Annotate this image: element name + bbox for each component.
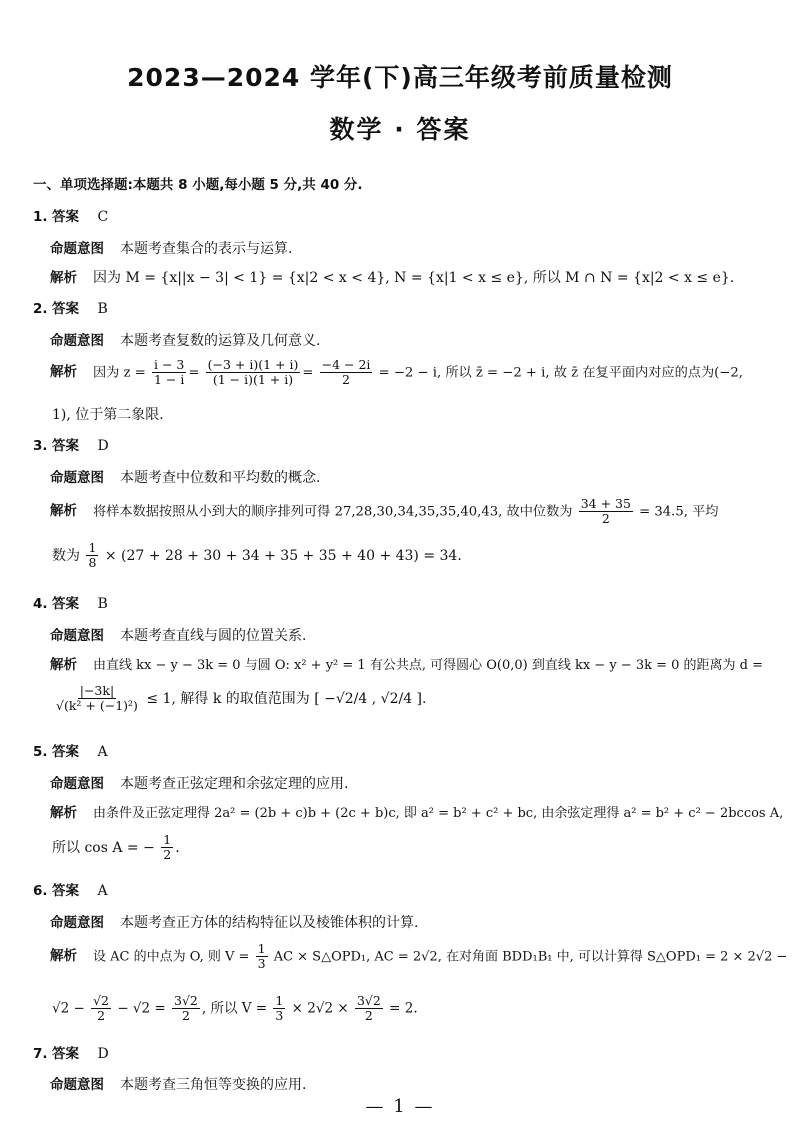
q6-c1-denominator: 2 [97, 1008, 106, 1024]
q2-intent-line [50, 329, 320, 350]
q1-analysis-label: 解析 [50, 270, 77, 286]
q1-answer-value: C [97, 209, 109, 225]
q3-f-numerator: 34 + 35 [580, 496, 631, 511]
q5-answer-line [33, 740, 108, 760]
q6-c2-numerator: 3√2 [174, 993, 198, 1008]
q4-analysis-text: 由直线 kx − y − 3k = 0 与圆 O: x² + y² = 1 有公共点, 可得圆心 O(0,0) 到直线 kx − y − 3k = 0 的距离为 d = [93, 658, 764, 673]
q4-intent-line [50, 624, 306, 645]
q4-analysis-line [50, 653, 763, 673]
q3-cont-post: × (27 + 28 + 30 + 34 + 35 + 35 + 40 + 43) = 34. [104, 547, 462, 564]
q6-fraction-c1 [91, 994, 111, 1024]
q3-analysis-cont [52, 541, 462, 571]
q2-f3-denominator: 2 [342, 372, 350, 388]
q5-analysis-text: 由条件及正弦定理得 2a² = (2b + c)b + (2c + b)c, 即 a² = b² + c² + bc, 由余弦定理得 a² = b² + c² − 2bccos A, [93, 806, 784, 821]
q3-answer-label: 答案 [51, 438, 79, 454]
q6-cont-c: , 所以 V = [201, 1000, 268, 1017]
q6-c3-numerator: 1 [275, 993, 284, 1008]
q5-answer-label: 答案 [51, 744, 79, 760]
q6-f-denominator: 3 [257, 956, 266, 972]
page-subtitle: 数学 · 答案 [329, 115, 471, 144]
q2-answer-label: 答案 [51, 301, 79, 317]
q4-fraction-distance [54, 684, 140, 714]
q1-intent-text: 本题考查集合的表示与运算. [120, 241, 293, 257]
q5-intent-line [50, 772, 348, 793]
q3-f2-numerator: 1 [88, 540, 97, 555]
q5-intent-label: 命题意图 [50, 776, 104, 792]
q4-f-denominator: √(k² + (−1)²) [56, 698, 138, 714]
q6-c1-numerator: √2 [93, 993, 110, 1008]
q3-intent-label: 命题意图 [50, 470, 104, 486]
page-number: — 1 — [365, 1096, 435, 1117]
q6-fraction-c2 [172, 994, 200, 1024]
q3-analysis-post: = 34.5, 平均 [639, 504, 719, 520]
q2-f2-numerator: (−3 + i)(1 + i) [207, 357, 299, 372]
q6-analysis-pre: 设 AC 的中点为 O, 则 V = [93, 949, 250, 965]
q6-cont-b: − √2 = [117, 1000, 166, 1017]
q7-intent-line [50, 1073, 306, 1094]
q3-cont-pre: 数为 [52, 547, 80, 564]
q3-f-denominator: 2 [601, 511, 610, 527]
q2-fraction-2 [206, 358, 301, 388]
q3-intent-line [50, 466, 320, 487]
q7-answer-value: D [97, 1046, 109, 1062]
q6-c4-denominator: 2 [364, 1008, 373, 1024]
q1-intent-label: 命题意图 [50, 241, 104, 257]
q7-intent-label: 命题意图 [50, 1077, 104, 1093]
q1-answer-label: 答案 [51, 209, 79, 225]
q4-answer-value: B [97, 596, 108, 612]
q1-answer-line [33, 205, 108, 225]
q2-number: 2. [33, 301, 48, 317]
q4-analysis-cont [52, 684, 426, 714]
q6-cont-d: × 2√2 × [291, 1000, 349, 1017]
q4-number: 4. [33, 596, 48, 612]
q1-intent-line [50, 237, 292, 258]
q4-intent-label: 命题意图 [50, 628, 104, 644]
q2-answer-value: B [97, 301, 108, 317]
q6-fraction-c3 [273, 994, 285, 1024]
q3-intent-text: 本题考查中位数和平均数的概念. [120, 470, 321, 486]
q3-analysis-label: 解析 [50, 503, 77, 520]
q1-analysis-line [50, 266, 734, 287]
q4-f-numerator: |−3k| [79, 683, 115, 698]
q6-intent-line [50, 911, 418, 932]
q5-analysis-label: 解析 [50, 805, 77, 821]
q6-analysis-post: AC × S△OPD₁, AC = 2√2, 在对角面 BDD₁B₁ 中, 可以计算得 S△OPD₁ = 2 × 2√2 − [273, 949, 788, 965]
q2-fraction-1 [152, 358, 186, 388]
q3-answer-line [33, 434, 109, 454]
q2-analysis-label: 解析 [50, 364, 77, 381]
q2-analysis-pre: 因为 z = [93, 365, 146, 381]
q5-f-numerator: 1 [163, 832, 172, 847]
q4-range: [ −√2/4 , √2/4 ]. [314, 690, 427, 707]
q6-c3-denominator: 3 [275, 1008, 284, 1024]
q5-analysis-line [50, 801, 783, 821]
q5-answer-value: A [97, 744, 108, 760]
q6-cont-e: = 2. [389, 1000, 418, 1017]
q6-intent-label: 命题意图 [50, 915, 104, 931]
q6-answer-line [33, 879, 108, 899]
q2-eq1: = [188, 365, 200, 381]
q2-f3-numerator: −4 − 2i [321, 357, 371, 372]
q2-f1-numerator: i − 3 [153, 357, 185, 372]
q3-f2-denominator: 8 [88, 555, 97, 571]
q7-answer-label: 答案 [51, 1046, 79, 1062]
q2-fraction-3 [320, 358, 373, 388]
q7-intent-text: 本题考查三角恒等变换的应用. [120, 1077, 307, 1093]
q6-intent-text: 本题考查正方体的结构特征以及棱锥体积的计算. [120, 915, 419, 931]
q6-cont-a: √2 − [52, 1000, 85, 1017]
q6-analysis-line [50, 942, 787, 972]
q7-answer-line [33, 1042, 109, 1062]
q5-f-denominator: 2 [163, 847, 172, 863]
q2-answer-line [33, 297, 108, 317]
page-title: 2023—2024 学年(下)高三年级考前质量检测 [127, 63, 673, 92]
q5-fraction [161, 833, 173, 863]
q6-answer-value: A [97, 883, 108, 899]
q2-f1-denominator: 1 − i [153, 372, 185, 388]
q3-analysis-line [50, 497, 719, 527]
q2-eq2: = [302, 365, 314, 381]
q4-analysis-label: 解析 [50, 657, 77, 673]
q1-analysis-text: 因为 M = {x||x − 3| < 1} = {x|2 < x < 4}, N = {x|1 < x ≤ e}, 所以 M ∩ N = {x|2 < x ≤ e}. [93, 270, 735, 286]
q4-answer-label: 答案 [51, 596, 79, 612]
q6-fraction-third [256, 942, 268, 972]
q4-cont-mid: ≤ 1, 解得 k 的取值范围为 [146, 690, 310, 707]
q2-analysis-line [50, 358, 743, 388]
q3-answer-value: D [97, 438, 109, 454]
q5-intent-text: 本题考查正弦定理和余弦定理的应用. [120, 776, 349, 792]
q6-f-numerator: 1 [257, 941, 266, 956]
q1-number: 1. [33, 209, 48, 225]
q3-number: 3. [33, 438, 48, 454]
q7-number: 7. [33, 1046, 48, 1062]
q2-f2-denominator: (1 − i)(1 + i) [212, 372, 294, 388]
q2-intent-label: 命题意图 [50, 333, 104, 349]
q3-analysis-pre: 将样本数据按照从小到大的顺序排列可得 27,28,30,34,35,35,40,43, 故中位数为 [93, 504, 573, 520]
q3-fraction-median [579, 497, 633, 527]
q6-answer-label: 答案 [51, 883, 79, 899]
q4-intent-text: 本题考查直线与圆的位置关系. [120, 628, 307, 644]
section-header: 一、单项选择题:本题共 8 小题,每小题 5 分,共 40 分. [33, 177, 363, 193]
q6-analysis-label: 解析 [50, 948, 77, 965]
q4-answer-line [33, 592, 108, 612]
q3-fraction-mean [86, 541, 98, 571]
q5-cont-post: . [175, 839, 180, 856]
q2-intent-text: 本题考查复数的运算及几何意义. [120, 333, 321, 349]
q2-analysis-cont: 1), 位于第二象限. [52, 407, 164, 423]
q2-analysis-post: = −2 − i, 所以 z̄ = −2 + i, 故 z̄ 在复平面内对应的点为(−2, [378, 365, 743, 381]
q6-fraction-c4 [355, 994, 383, 1024]
q5-cont-pre: 所以 cos A = − [52, 839, 155, 856]
q6-c2-denominator: 2 [181, 1008, 190, 1024]
q6-number: 6. [33, 883, 48, 899]
q6-c4-numerator: 3√2 [356, 993, 381, 1008]
q5-number: 5. [33, 744, 48, 760]
q6-analysis-cont [52, 994, 418, 1024]
q5-analysis-cont [52, 833, 180, 863]
